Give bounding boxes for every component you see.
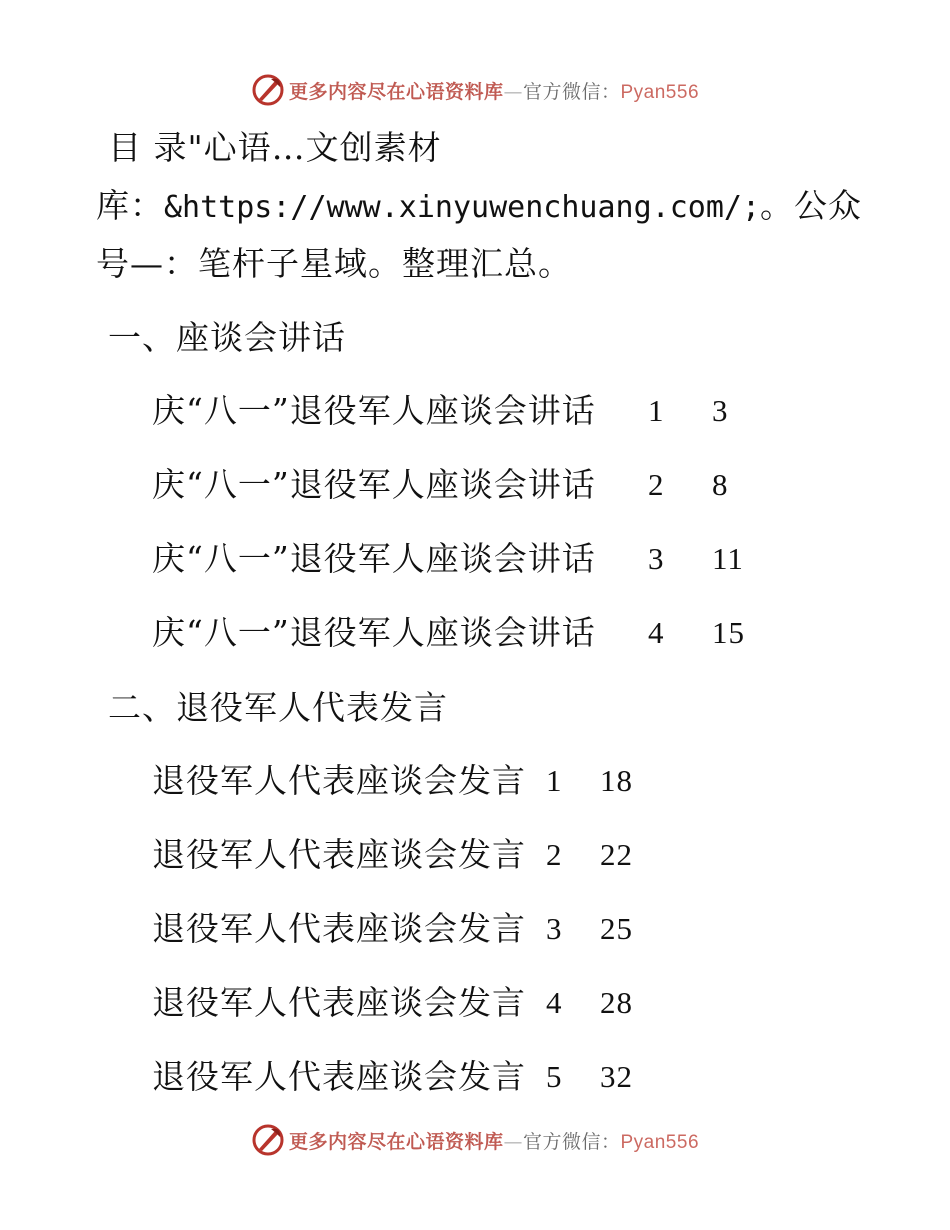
- toc-entry-page: 15: [712, 615, 745, 650]
- banner-dash: —: [503, 1130, 523, 1153]
- toc-entry-index: 2: [648, 467, 665, 502]
- banner-dash: —: [503, 80, 523, 103]
- banner-official-label: 官方微信：: [522, 80, 621, 103]
- banner-lead: 更多内容尽在心语资料库: [288, 80, 504, 103]
- toc-entry-page: 8: [712, 467, 729, 502]
- banner-official-label: 官方微信：: [522, 1130, 621, 1153]
- toc-entry[interactable]: [152, 465, 729, 505]
- toc-entry[interactable]: [152, 909, 633, 949]
- quill-logo-icon: [251, 73, 285, 107]
- toc-title-line: 目 录"心语…文创素材: [108, 128, 442, 167]
- banner-wechat-id: Pyan556: [620, 81, 700, 103]
- toc-entry[interactable]: [152, 983, 633, 1023]
- toc-entry-page: 28: [600, 985, 633, 1020]
- section-heading-2: 二、退役军人代表发言: [108, 688, 448, 727]
- toc-entry-index: 1: [648, 393, 665, 428]
- toc-entry-page: 11: [712, 541, 744, 576]
- toc-entry[interactable]: [152, 1057, 633, 1097]
- header-banner: [0, 68, 950, 112]
- toc-entry[interactable]: [152, 391, 729, 431]
- source-url: &https://www.xinyuwenchuang.com/;: [164, 190, 761, 225]
- toc-entry-index: 2: [546, 837, 563, 872]
- intro-line-2: [96, 186, 862, 228]
- toc-entry[interactable]: [152, 613, 745, 653]
- toc-entry-title: 退役军人代表座谈会发言: [152, 1057, 526, 1096]
- toc-entry-title: 退役军人代表座谈会发言: [152, 835, 526, 874]
- toc-entry-page: 32: [600, 1059, 633, 1094]
- toc-entry-title: 退役军人代表座谈会发言: [152, 761, 526, 800]
- banner-text: [289, 1127, 699, 1154]
- banner-lead: 更多内容尽在心语资料库: [288, 1130, 504, 1153]
- toc-entry-index: 3: [546, 911, 563, 946]
- toc-entry-index: 4: [546, 985, 563, 1020]
- toc-entry-title: 庆“八一”退役军人座谈会讲话: [152, 465, 596, 504]
- section-heading-1: 一、座谈会讲话: [108, 318, 346, 357]
- toc-entry-title: 退役军人代表座谈会发言: [152, 909, 526, 948]
- toc-entry-page: 22: [600, 837, 633, 872]
- toc-entry-title: 庆“八一”退役军人座谈会讲话: [152, 391, 596, 430]
- toc-entry[interactable]: [152, 835, 633, 875]
- toc-entry-index: 4: [648, 615, 665, 650]
- toc-entry-title: 庆“八一”退役军人座谈会讲话: [152, 613, 596, 652]
- toc-entry-index: 3: [648, 541, 665, 576]
- banner-wechat-id: Pyan556: [620, 1131, 700, 1153]
- quill-logo-icon: [251, 1123, 285, 1157]
- toc-entry-title: 庆“八一”退役军人座谈会讲话: [152, 539, 596, 578]
- toc-entry-page: 25: [600, 911, 633, 946]
- toc-entry-index: 1: [546, 763, 563, 798]
- toc-entry-page: 18: [600, 763, 633, 798]
- intro-line-3: 号—：笔杆子星域。整理汇总。: [96, 244, 572, 283]
- toc-entry-index: 5: [546, 1059, 563, 1094]
- toc-entry[interactable]: [152, 539, 744, 579]
- banner-text: [289, 77, 699, 104]
- intro-suffix: 。公众: [760, 186, 863, 225]
- footer-banner: [0, 1118, 950, 1162]
- intro-prefix: 库：: [96, 186, 164, 225]
- toc-entry-title: 退役军人代表座谈会发言: [152, 983, 526, 1022]
- toc-entry-page: 3: [712, 393, 729, 428]
- toc-entry[interactable]: [152, 761, 633, 801]
